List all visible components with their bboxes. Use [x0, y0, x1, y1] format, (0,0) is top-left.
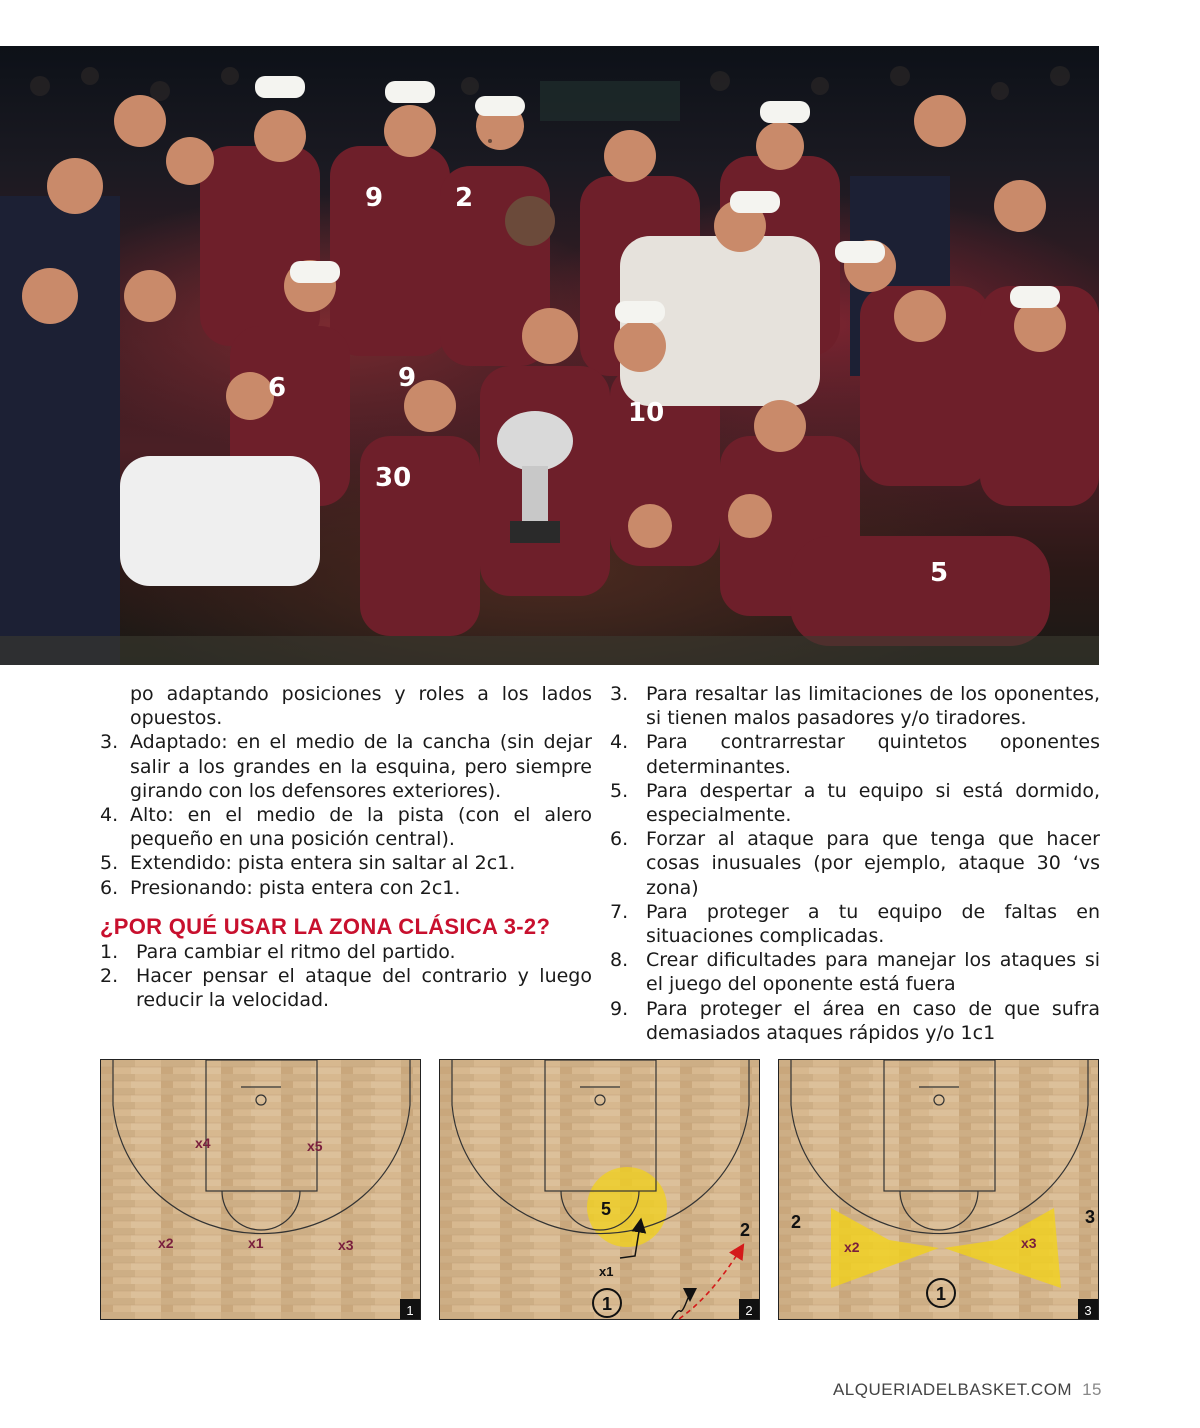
defender-x1: x1: [248, 1235, 264, 1251]
list-item: 5. Extendido: pista entera sin saltar al 2c1.: [100, 852, 516, 875]
defender-x3: x3: [1021, 1235, 1037, 1251]
svg-text:9: 9: [398, 363, 417, 393]
court-diagram-2: [439, 1059, 760, 1320]
website-link[interactable]: ALQUERIADELBASKET.COM: [832, 1380, 1073, 1399]
list-item: 4. Alto: en el medio de la pista (con el alero pequeño en una posición central).: [100, 804, 592, 851]
court-2-svg: [440, 1060, 760, 1320]
player-2: 2: [740, 1220, 751, 1240]
defender-x3: x3: [338, 1237, 354, 1253]
svg-text:6: 6: [268, 373, 287, 403]
defender-x2: x2: [158, 1235, 174, 1251]
list-item: 9. Para proteger el área en caso de que sufra demasiados ataques rápidos y/o 1c1: [610, 997, 1100, 1044]
court-1-svg: [101, 1060, 421, 1320]
svg-text:5: 5: [930, 558, 949, 588]
diagram-number: 2: [745, 1303, 753, 1318]
player-3: 3: [1085, 1207, 1096, 1227]
defender-x2: x2: [844, 1239, 860, 1255]
player-1: 1: [601, 1294, 613, 1314]
defender-x5: x5: [307, 1138, 323, 1154]
photo-illustration: [0, 46, 1099, 665]
left-column: [100, 682, 592, 1012]
diagram-number: 3: [1084, 1303, 1092, 1318]
list-item: 7. Para proteger a tu equipo de faltas en situaciones complicadas.: [610, 900, 1100, 948]
svg-text:10: 10: [628, 398, 665, 428]
svg-text:30: 30: [375, 463, 412, 493]
list-item: 3. Adaptado: en el medio de la cancha (sin dejar salir a los grandes en la esquina, pero siempre girando con los defensores exteriores).: [100, 731, 592, 802]
svg-text:2: 2: [455, 183, 474, 213]
defender-x4: x4: [195, 1135, 211, 1151]
list-item: 8. Crear dificultades para manejar los ataques si el juego del oponente está fuera: [610, 949, 1100, 996]
right-column: [610, 682, 1100, 1045]
list-item: 5. Para despertar a tu equipo si está dormido, especialmente.: [610, 779, 1100, 827]
player-2: 2: [791, 1212, 802, 1232]
list-item: 1. Para cambiar el ritmo del partido.: [100, 940, 456, 963]
list-item: 2. Hacer pensar el ataque del contrario y luego reducir la velocidad.: [100, 965, 592, 1012]
zone-highlight: [587, 1167, 667, 1247]
continuation-text: po adaptando posiciones y roles a los lados opuestos.: [130, 683, 592, 730]
player-1: 1: [935, 1284, 947, 1304]
list-item: 4. Para contrarrestar quintetos oponentes determinantes.: [610, 731, 1100, 778]
list-item: 6. Presionando: pista entera con 2c1.: [100, 876, 461, 899]
list-item: 3. Para resaltar las limitaciones de los oponentes, si tienen malos pasadores y/o tiradores.: [610, 683, 1100, 730]
page-footer: [833, 1380, 1102, 1400]
section-heading: ¿POR QUÉ USAR LA ZONA CLÁSICA 3-2?: [100, 913, 551, 939]
team-celebration-photo: [0, 46, 1099, 665]
defender-x1: x1: [599, 1264, 614, 1279]
page-number: 15: [1082, 1380, 1102, 1399]
court-diagram-1: [100, 1059, 421, 1320]
diagram-number: 1: [406, 1303, 414, 1318]
player-5: 5: [601, 1199, 612, 1219]
court-diagram-3: [778, 1059, 1099, 1320]
court-3-svg: [779, 1060, 1099, 1320]
list-item: 6. Forzar al ataque para que tenga que hacer cosas inusuales (por ejemplo, ataque 30 ‘vs zona): [610, 828, 1100, 899]
svg-text:9: 9: [365, 183, 384, 213]
